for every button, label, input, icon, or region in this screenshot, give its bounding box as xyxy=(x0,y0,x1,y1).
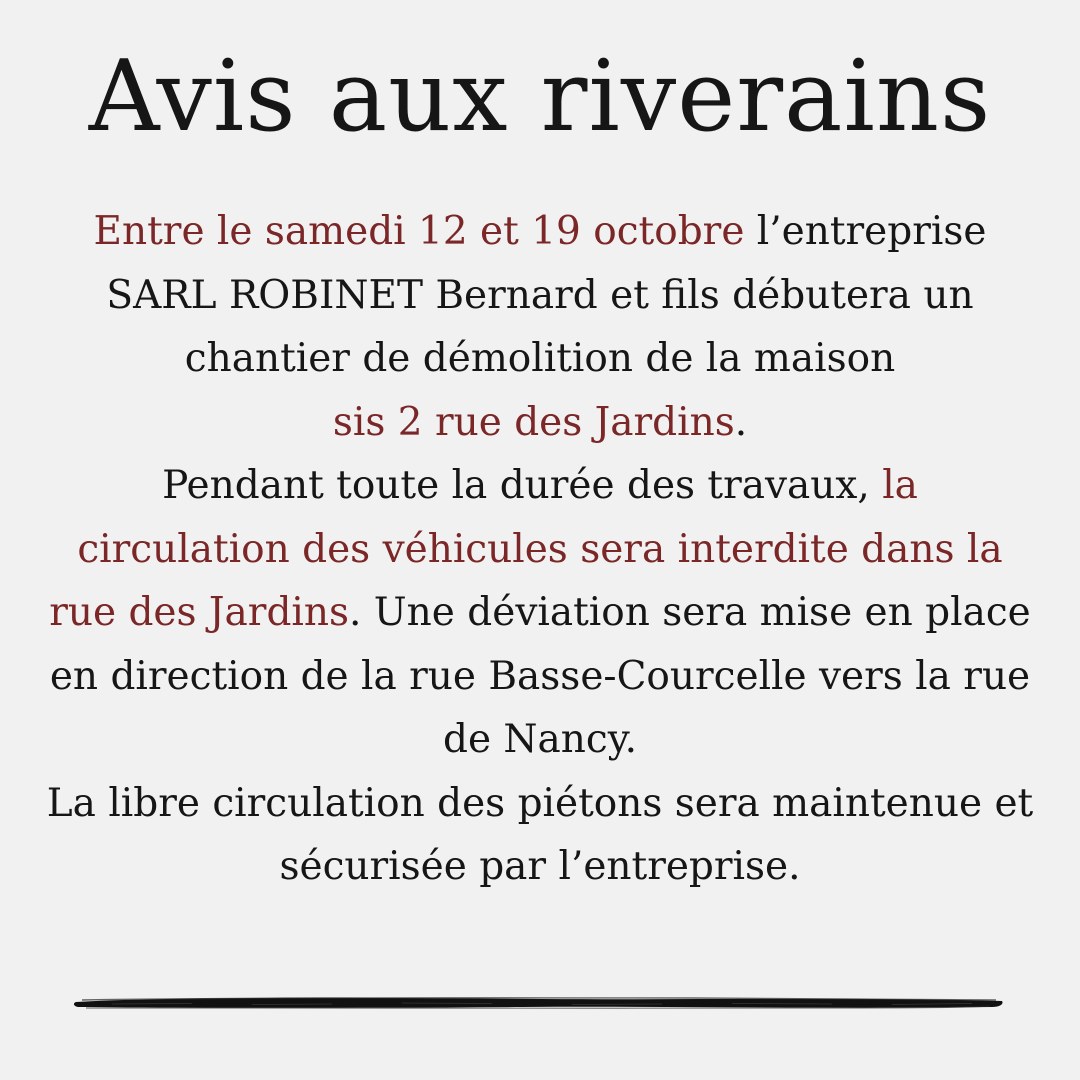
notice-line-4 xyxy=(40,391,1040,455)
notice-line-8: en direction de la rue Basse-Courcelle vers la rue xyxy=(49,653,1031,699)
street-highlight: rue des Jardins xyxy=(49,590,350,635)
notice-text: Pendant toute la durée des travaux, xyxy=(162,463,883,508)
dates-highlight: Entre le samedi 12 et 19 octobre xyxy=(93,209,745,254)
address-highlight: sis 2 rue des Jardins xyxy=(332,399,735,445)
notice-line-10: La libre circulation des piétons sera maintenue et xyxy=(46,780,1034,826)
notice-line-5 xyxy=(40,454,1040,518)
notice-line-11: sécurisée par l’entreprise. xyxy=(279,844,801,889)
notice-line-2: SARL ROBINET Bernard et fils débutera un xyxy=(106,272,974,318)
page-title: Avis aux riverains xyxy=(88,40,992,154)
brush-stroke-divider-icon xyxy=(72,988,1008,1016)
notice-line-7 xyxy=(40,581,1040,645)
notice-text: . Une déviation sera mise en place xyxy=(349,590,1031,635)
traffic-highlight: la xyxy=(882,463,918,508)
notice-line-1 xyxy=(40,200,1040,264)
notice-line-6: circulation des véhicules sera interdite dans la xyxy=(77,526,1003,572)
notice-line-9: de Nancy. xyxy=(442,717,638,762)
notice-body xyxy=(40,200,1040,899)
notice-line-3: chantier de démolition de la maison xyxy=(184,336,896,381)
notice-text: l’entreprise xyxy=(744,209,987,254)
notice-text: . xyxy=(734,399,748,445)
